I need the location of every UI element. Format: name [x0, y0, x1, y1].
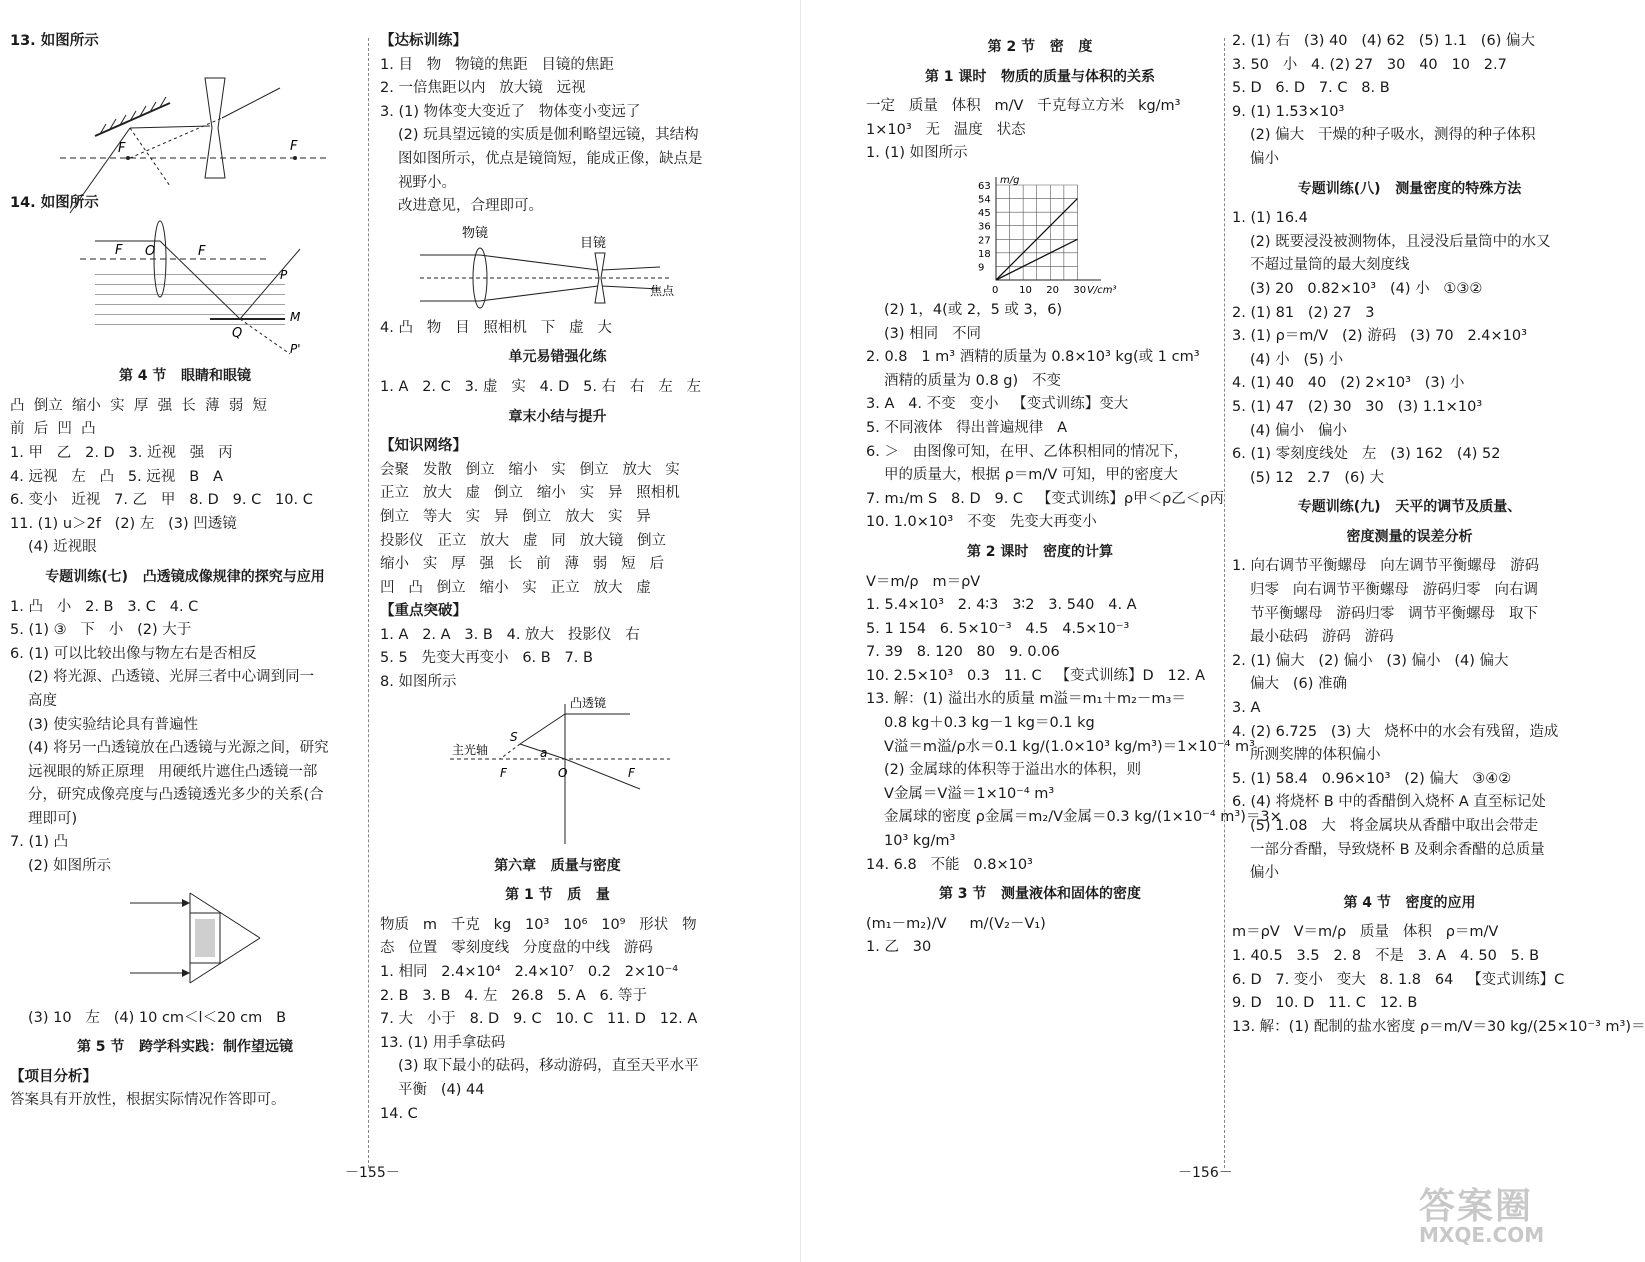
answer-line: 5. D 6. D 7. C 8. B — [1232, 80, 1390, 97]
answer-line: 9. (1) 1.53×10³ — [1232, 103, 1345, 120]
column-2 — [380, 30, 735, 1126]
y-tick-label: 36 — [978, 221, 991, 233]
x-tick-label: 20 — [1046, 284, 1060, 296]
section-heading: 第 3 节 测量液体和固体的密度 — [938, 886, 1142, 903]
answer-line: 甲的质量大，根据 ρ＝m/V 可知，甲的密度大 — [884, 467, 1178, 484]
page-number-right: －156－ — [1178, 1165, 1233, 1181]
answer-line: 2. (1) 右 (3) 40 (4) 62 (5) 1.1 (6) 偏大 — [1232, 33, 1535, 49]
answer-line: 6. D 7. 变小 变大 8. 1.8 64 【变式训练】C — [1232, 971, 1565, 988]
answer-line: 缩小 实 厚 强 长 前 薄 弱 短 后 — [380, 556, 664, 573]
figure-8-convex-lens — [380, 695, 720, 849]
answer-line: 5. 5 先变大再变小 6. B 7. B — [380, 650, 593, 667]
answer-line: 前 后 凹 凸 — [10, 421, 96, 438]
answer-line: 3. A 4. 不变 变小 【变式训练】变大 — [866, 396, 1129, 413]
watermark-logo — [1419, 1178, 1584, 1248]
label-a: a — [540, 745, 548, 760]
column-4 — [1232, 30, 1645, 1039]
answer-line: 10³ kg/m³ — [884, 833, 956, 850]
answer-line: 5. 不同液体 得出普遍规律 A — [866, 419, 1068, 436]
answer-line: 6. (1) 可以比较出像与物左右是否相反 — [10, 645, 257, 662]
answer-line: (2) 偏大 干燥的种子吸水，测得的种子体积 — [1250, 127, 1536, 144]
label-o: O — [558, 765, 568, 780]
answer-line: 酒精的质量为 0.8 g) 不变 — [884, 372, 1061, 389]
answer-line: 所测奖牌的体积偏小 — [1250, 747, 1381, 764]
answer-line: 13. 如图所示 — [10, 33, 99, 49]
section-heading: 专题训练(九) 天平的调节及质量、 — [1297, 499, 1522, 516]
y-tick-label: 27 — [978, 235, 991, 247]
x-axis-label: V/cm³ — [1087, 284, 1117, 296]
answer-line: 3. 50 小 4. (2) 27 30 40 10 2.7 — [1232, 56, 1507, 73]
answer-line: 6. (1) 零刻度线处 左 (3) 162 (4) 52 — [1232, 446, 1501, 463]
answer-line: 11. (1) u＞2f (2) 左 (3) 凹透镜 — [10, 515, 237, 532]
answer-line: 8. 如图所示 — [380, 674, 457, 691]
answer-line: 1. A 2. C 3. 虚 实 4. D 5. 右 右 左 左 — [380, 378, 702, 395]
answer-line: (2) 金属球的体积等于溢出水的体积，则 — [884, 762, 1142, 779]
answer-line: 7. 大 小于 8. D 9. C 10. C 11. D 12. A — [380, 1011, 698, 1028]
figure-7-light-box — [10, 883, 340, 1003]
answer-line: 6. (4) 将烧杯 B 中的香醋倒入烧杯 A 直至标记处 — [1232, 794, 1546, 811]
answer-line: V＝m/ρ m＝ρV — [866, 573, 981, 590]
section-heading: 第 4 节 密度的应用 — [1343, 894, 1476, 911]
answer-line: (m₁－m₂)/V m/(V₂－V₁) — [866, 915, 1046, 932]
answer-line: 1. 目 物 物镜的焦距 目镜的焦距 — [380, 56, 614, 73]
answer-line: 最小砝码 游码 游码 — [1250, 629, 1394, 646]
answer-line: 7. m₁/m S 8. D 9. C 【变式训练】ρ甲＜ρ乙＜ρ丙 — [866, 490, 1224, 507]
answer-line: 分，研究成像亮度与凸透镜透光多少的关系(合 — [28, 787, 324, 804]
answer-line: 态 位置 零刻度线 分度盘的中线 游码 — [380, 940, 653, 957]
label-objective: 物镜 — [462, 225, 489, 241]
section-heading: 第 1 课时 物质的质量与体积的关系 — [924, 68, 1156, 85]
section-heading: 第 2 节 密 度 — [987, 39, 1093, 55]
answer-line: 1. 向右调节平衡螺母 向左调节平衡螺母 游码 — [1232, 558, 1540, 575]
answer-line: (3) 取下最小的砝码，移动游码，直至天平水平 — [398, 1058, 699, 1075]
answer-line: 图如图所示，优点是镜筒短，能成正像，缺点是 — [398, 150, 703, 167]
answer-line: 4. (2) 6.725 (3) 大 烧杯中的水会有残留，造成 — [1232, 723, 1559, 740]
label-f-right: F — [628, 765, 635, 780]
answer-line: 13. 解：(1) 溢出水的质量 m溢＝m₁＋m₂－m₃＝ — [866, 691, 1186, 708]
answer-line: 答案具有开放性，根据实际情况作答即可。 — [10, 1092, 286, 1109]
label-f2: F — [290, 138, 298, 154]
answer-line: 6. 变小 近视 7. 乙 甲 8. D 9. C 10. C — [10, 492, 313, 509]
label-f-right: F — [198, 244, 206, 260]
answer-line: (2) 既要浸没被测物体，且浸没后量筒中的水又 — [1250, 233, 1551, 250]
answer-line: 高度 — [28, 692, 57, 709]
label-main-axis: 主光轴 — [452, 742, 489, 757]
answer-line: 9. D 10. D 11. C 12. B — [1232, 995, 1418, 1012]
answer-line: 【项目分析】 — [10, 1068, 97, 1085]
answer-line: 物质 m 千克 kg 10³ 10⁶ 10⁹ 形状 物 — [380, 916, 697, 933]
page-number-left: －155－ — [345, 1165, 400, 1181]
answer-line: 1. 相同 2.4×10⁴ 2.4×10⁷ 0.2 2×10⁻⁴ — [380, 964, 679, 981]
label-f-left: F — [500, 765, 507, 780]
answer-line: 3. (1) ρ＝m/V (2) 游码 (3) 70 2.4×10³ — [1232, 328, 1527, 345]
answer-line: 5. (1) 47 (2) 30 30 (3) 1.1×10³ — [1232, 398, 1483, 415]
watermark-line2: MXQE.COM — [1419, 1223, 1545, 1247]
answer-line: 3. (1) 物体变大变近了 物体变小变远了 — [380, 103, 641, 120]
answer-line: m＝ρV V＝m/ρ 质量 体积 ρ＝m/V — [1232, 924, 1499, 941]
answer-line: 理即可) — [28, 810, 78, 827]
section-heading: 章末小结与提升 — [508, 408, 607, 425]
answer-line: 改进意见，合理即可。 — [398, 198, 543, 215]
y-axis-label: m/g — [1000, 174, 1020, 186]
answer-line: 4. (1) 40 40 (2) 2×10³ (3) 小 — [1232, 375, 1465, 392]
label-m: M — [290, 310, 301, 325]
answer-line: (4) 小 (5) 小 — [1250, 351, 1344, 368]
answer-line: 13. 解：(1) 配制的盐水密度 ρ＝m/V＝30 kg/(25×10⁻³ m³)＝ — [1232, 1018, 1645, 1035]
answer-line: 一部分香醋，导致烧杯 B 及剩余香醋的总质量 — [1250, 841, 1545, 858]
section-heading: 第 5 节 跨学科实践：制作望远镜 — [76, 1039, 294, 1056]
section-heading: 第 1 节 质 量 — [505, 887, 610, 904]
answer-line: (2) 玩具望远镜的实质是伽利略望远镜，其结构 — [398, 127, 699, 144]
answer-line: 1. 乙 30 — [866, 939, 932, 956]
answer-line: (4) 偏小 偏小 — [1250, 422, 1347, 439]
answer-line: (2) 1，4(或 2，5 或 3，6) — [884, 301, 1063, 318]
answer-line: 2. 0.8 1 m³ 酒精的质量为 0.8×10³ kg(或 1 cm³ — [866, 349, 1200, 366]
answer-line: 【知识网络】 — [380, 438, 467, 455]
section-heading: 密度测量的误差分析 — [1346, 528, 1473, 545]
watermark-line1: 答案圈 — [1419, 1186, 1534, 1227]
answer-line: 偏大 (6) 准确 — [1250, 676, 1347, 693]
answer-line: 0.8 kg＋0.3 kg－1 kg＝0.1 kg — [884, 715, 1095, 732]
answer-line: 7. (1) 凸 — [10, 834, 69, 851]
answer-line: 5. (1) ③ 下 小 (2) 大于 — [10, 622, 192, 639]
answer-line: 投影仪 正立 放大 虚 同 放大镜 倒立 — [380, 532, 666, 549]
x-tick-label: 30 — [1073, 284, 1087, 296]
y-tick-label: 54 — [978, 194, 991, 206]
answer-line: 1. A 2. A 3. B 4. 放大 投影仪 右 — [380, 626, 640, 643]
answer-line: 一定 质量 体积 m/V 千克每立方米 kg/m³ — [866, 98, 1181, 115]
answer-line: 7. 39 8. 120 80 9. 0.06 — [866, 644, 1060, 661]
answer-line: 4. 凸 物 目 照相机 下 虚 大 — [380, 319, 612, 336]
answer-line: 凸 倒立 缩小 实 厚 强 长 薄 弱 短 — [10, 397, 267, 414]
answer-line: 偏小 — [1250, 150, 1279, 167]
answer-line: 5. (1) 58.4 0.96×10³ (2) 偏大 ③④② — [1232, 770, 1512, 787]
label-f1: F — [118, 140, 126, 156]
label-p: P — [280, 268, 288, 283]
answer-line: 凹 凸 倒立 缩小 实 正立 放大 虚 — [380, 579, 651, 596]
y-tick-label: 18 — [978, 248, 991, 260]
x-tick-label: 0 — [992, 284, 999, 296]
answer-line: 【重点突破】 — [380, 603, 467, 620]
figure-14-lens-water — [10, 219, 340, 359]
answer-line: (3) 使实验结论具有普遍性 — [28, 716, 199, 733]
label-eyepiece: 目镜 — [580, 235, 607, 251]
label-convex-lens: 凸透镜 — [570, 695, 607, 710]
answer-line: 归零 向右调节平衡螺母 游码归零 向右调 — [1250, 582, 1538, 599]
column-1 — [10, 30, 360, 1113]
answer-line: 10. 1.0×10³ 不变 先变大再变小 — [866, 514, 1097, 531]
label-p2: P' — [290, 342, 301, 357]
figure-13-mirror-lens — [10, 58, 340, 188]
y-tick-label: 63 — [978, 180, 991, 192]
answer-line: 14. 6.8 不能 0.8×10³ — [866, 856, 1033, 873]
answer-line: 远视眼的矫正原理 用硬纸片遮住凸透镜一部 — [28, 763, 318, 780]
x-tick-label: 10 — [1019, 284, 1032, 296]
answer-line: 3. A — [1232, 700, 1261, 717]
answer-line: 1. 甲 乙 2. D 3. 近视 强 丙 — [10, 444, 233, 461]
answer-line: (2) 如图所示 — [28, 858, 112, 875]
answer-line: (3) 10 左 (4) 10 cm＜l＜20 cm B — [28, 1009, 287, 1026]
column-divider-right — [1224, 38, 1226, 1168]
section-heading: 单元易错强化练 — [508, 349, 607, 366]
answer-line: 倒立 等大 实 异 倒立 放大 实 异 — [380, 508, 651, 525]
answer-line: V金属＝V溢＝1×10⁻⁴ m³ — [884, 785, 1055, 802]
answer-line: 1. (1) 如图所示 — [866, 145, 968, 162]
answer-line: 不超过量筒的最大刻度线 — [1250, 257, 1410, 274]
answer-line: 偏小 — [1250, 865, 1279, 882]
answer-line: 10. 2.5×10³ 0.3 11. C 【变式训练】D 12. A — [866, 667, 1206, 684]
answer-line: 金属球的密度 ρ金属＝m₂/V金属＝0.3 kg/(1×10⁻⁴ m³)＝3× — [884, 809, 1282, 826]
answer-line: 6. ＞ 由图像可知，在甲、乙体积相同的情况下， — [866, 443, 1189, 460]
answer-line: 2. (1) 81 (2) 27 3 — [1232, 304, 1375, 321]
label-q: Q — [232, 326, 243, 342]
answer-line: (5) 12 2.7 (6) 大 — [1250, 469, 1384, 486]
answer-line: 1. 40.5 3.5 2. 8 不是 3. A 4. 50 5. B — [1232, 947, 1540, 964]
figure-mass-volume-graph — [866, 170, 1196, 295]
answer-line: 正立 放大 虚 倒立 缩小 实 异 照相机 — [380, 485, 680, 502]
answer-line: 视野小。 — [398, 174, 456, 191]
answer-line: (3) 相同 不同 — [884, 325, 981, 342]
label-focus: 焦点 — [650, 283, 675, 298]
y-tick-label: 9 — [978, 262, 985, 274]
answer-line: (4) 将另一凸透镜放在凸透镜与光源之间，研究 — [28, 740, 329, 757]
answer-line: (4) 近视眼 — [28, 539, 97, 556]
section-heading: 第 4 节 眼睛和眼镜 — [118, 368, 252, 385]
answer-line: 1. 凸 小 2. B 3. C 4. C — [10, 598, 199, 615]
answer-line: 【达标训练】 — [380, 33, 467, 49]
answer-line: 1×10³ 无 温度 状态 — [866, 121, 1026, 138]
answer-line: 13. (1) 用手拿砝码 — [380, 1034, 506, 1051]
answer-line: 1. 5.4×10³ 2. 4∶3 3∶2 3. 540 4. A — [866, 597, 1137, 614]
answer-line: 2. 一倍焦距以内 放大镜 远视 — [380, 80, 586, 97]
label-f-left: F — [115, 243, 123, 259]
answer-line: (5) 1.08 大 将金属块从香醋中取出会带走 — [1250, 818, 1539, 834]
answer-line: 5. 1 154 6. 5×10⁻³ 4.5 4.5×10⁻³ — [866, 620, 1130, 637]
label-s: S — [510, 729, 518, 744]
section-heading: 专题训练(七) 凸透镜成像规律的探究与应用 — [45, 568, 325, 585]
y-tick-label: 45 — [978, 208, 991, 220]
section-heading: 专题训练(八) 测量密度的特殊方法 — [1297, 180, 1522, 197]
answer-line: 平衡 (4) 44 — [398, 1082, 485, 1098]
answer-line: (3) 20 0.82×10³ (4) 小 ①③② — [1250, 280, 1483, 297]
answer-line: 4. 远视 左 凸 5. 远视 B A — [10, 468, 223, 485]
answer-line: 会聚 发散 倒立 缩小 实 倒立 放大 实 — [380, 461, 680, 478]
column-divider-left — [368, 38, 370, 1168]
answer-line: 节平衡螺母 游码归零 调节平衡螺母 取下 — [1250, 605, 1538, 622]
answer-line: 2. (1) 偏大 (2) 偏小 (3) 偏小 (4) 偏大 — [1232, 652, 1509, 669]
section-heading: 第 2 课时 密度的计算 — [966, 543, 1114, 560]
section-heading: 第六章 质量与密度 — [494, 857, 621, 874]
answer-line: 1. (1) 16.4 — [1232, 210, 1308, 227]
answer-line: (2) 将光源、凸透镜、光屏三者中心调到同一 — [28, 669, 315, 686]
answer-line: 14. C — [380, 1105, 418, 1122]
page-gutter — [800, 0, 801, 1262]
figure-telescope — [380, 223, 720, 313]
answer-line: V溢＝m溢/ρ水＝0.1 kg/(1.0×10³ kg/m³)＝1×10⁻⁴ m³ — [884, 738, 1255, 755]
answer-line: 14. 如图所示 — [10, 194, 99, 211]
label-o: O — [145, 244, 156, 260]
answer-line: 2. B 3. B 4. 左 26.8 5. A 6. 等于 — [380, 987, 647, 1004]
